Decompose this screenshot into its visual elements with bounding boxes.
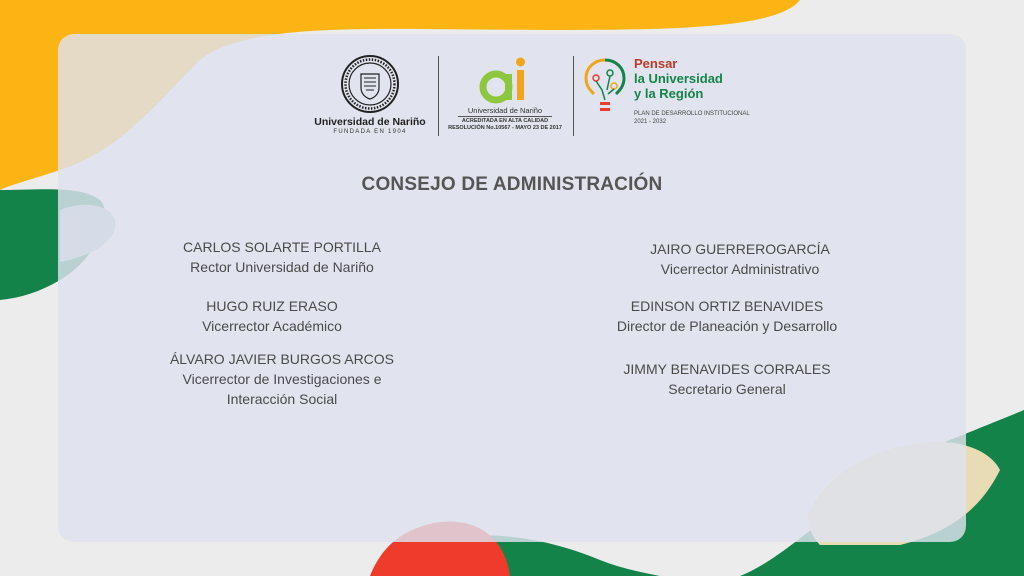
member-name: JIMMY BENAVIDES CORRALES	[623, 361, 831, 377]
logo-separator-2	[573, 56, 574, 136]
page-title: CONSEJO DE ADMINISTRACIÓN	[361, 174, 663, 195]
member-name: JAIRO GUERREROGARCÍA	[650, 241, 830, 257]
university-name: Universidad de Nariño	[314, 116, 426, 128]
member-left-1	[132, 237, 432, 277]
member-role: Secretario General	[668, 381, 786, 397]
member-right-3	[567, 359, 887, 399]
accreditation-divider	[458, 116, 552, 117]
logo-bar	[300, 52, 760, 140]
accreditation-line1: ACREDITADA EN ALTA CALIDAD	[461, 118, 549, 124]
accreditation-text	[448, 118, 562, 132]
member-role: Vicerrector Académico	[202, 318, 342, 334]
university-tagline: FUNDADA EN 1904	[333, 129, 407, 135]
member-name: HUGO RUIZ ERASO	[206, 298, 338, 314]
university-seal-icon	[340, 54, 400, 114]
member-left-3	[132, 349, 432, 409]
plan-title	[634, 56, 723, 101]
logo-separator	[438, 56, 439, 136]
accreditation-university-name: Universidad de Nariño	[467, 106, 543, 115]
member-name: EDINSON ORTIZ BENAVIDES	[630, 298, 824, 314]
member-role-line2: Interacción Social	[226, 391, 338, 407]
plan-title-line1: Pensar	[634, 56, 678, 71]
member-right-1	[580, 239, 900, 279]
accreditation-line2: RESOLUCIÓN No.10567 - MAYO 23 DE 2017	[448, 125, 562, 131]
member-left-2	[122, 296, 422, 336]
plan-years: 2021 - 2032	[634, 119, 667, 125]
accreditation-ai-logo	[478, 56, 532, 108]
plan-title-line2: la Universidad	[634, 71, 723, 86]
plan-subtitle: PLAN DE DESARROLLO INSTITUCIONAL	[634, 111, 750, 117]
plan-title-line3: y la Región	[634, 86, 704, 101]
member-role: Vicerrector Administrativo	[660, 261, 820, 277]
member-role: Rector Universidad de Nariño	[190, 259, 374, 275]
member-role-line1: Vicerrector de Investigaciones e	[182, 371, 382, 387]
member-right-2	[567, 296, 887, 336]
plan-lightbulb-icon	[582, 56, 628, 132]
member-name: CARLOS SOLARTE PORTILLA	[183, 239, 381, 255]
member-name: ÁLVARO JAVIER BURGOS ARCOS	[169, 351, 395, 367]
member-role: Director de Planeación y Desarrollo	[616, 318, 838, 334]
